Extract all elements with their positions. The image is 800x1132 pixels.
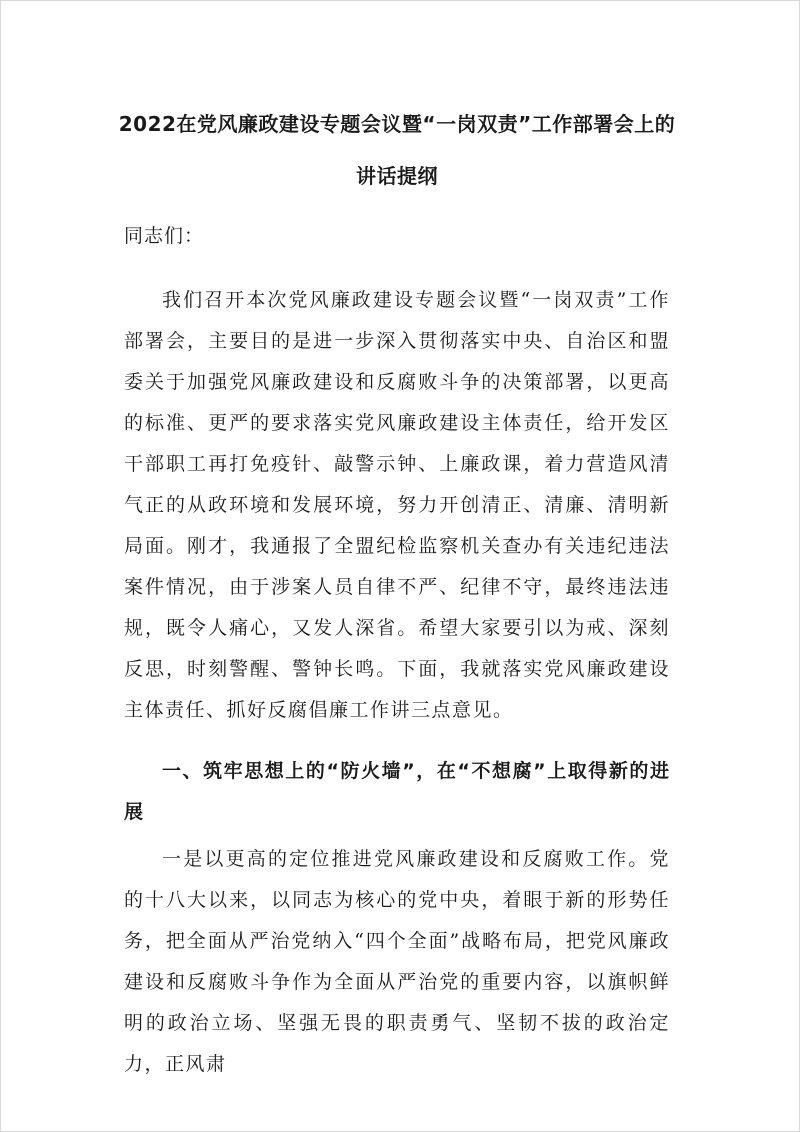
document-title: 2022在党风廉政建设专题会议暨“一岗双责”工作部署会上的讲话提纲 bbox=[118, 112, 676, 188]
salutation: 同志们： bbox=[124, 225, 205, 247]
document-body bbox=[118, 98, 676, 1085]
section-heading: 一、筑牢思想上的“防火墙”，在“不想腐”上取得新的进展 bbox=[124, 760, 670, 823]
intro-paragraph: 我们召开本次党风廉政建设专题会议暨“一岗双责”工作部署会，主要目的是进一步深入贯彻落实中央、自治区和盟委关于加强党风廉政建设和反腐败斗争的决策部署，以更高的标准、更严的要求落实党风廉政建设主体责任，给开发区干部职工再打免疫针、敲警示钟、上廉政课，着力营造风清气正的从政环境和发展环境，努力开创清正、清廉、清明新局面。刚才，我通报了全盟纪检监察机关查办有关违纪违法案件情况，由于涉案人员自律不严、纪律不守，最终违法违规，既令人痛心，又发人深省。希望大家要引以为戒、深刻反思，时刻警醒、警钟长鸣。下面，我就落实党风廉政建设主体责任、抓好反腐倡廉工作讲三点意见。 bbox=[124, 289, 670, 721]
section-paragraph: 一是以更高的定位推进党风廉政建设和反腐败工作。党的十八大以来，以同志为核心的党中央，着眼于新的形势任务，把全面从严治党纳入“四个全面”战略布局，把党风廉政建设和反腐败斗争作为全面从严治党的重要内容，以旗帜鲜明的政治立场、坚强无畏的职责勇气、坚韧不拔的政治定力，正风肃 bbox=[124, 848, 670, 1075]
